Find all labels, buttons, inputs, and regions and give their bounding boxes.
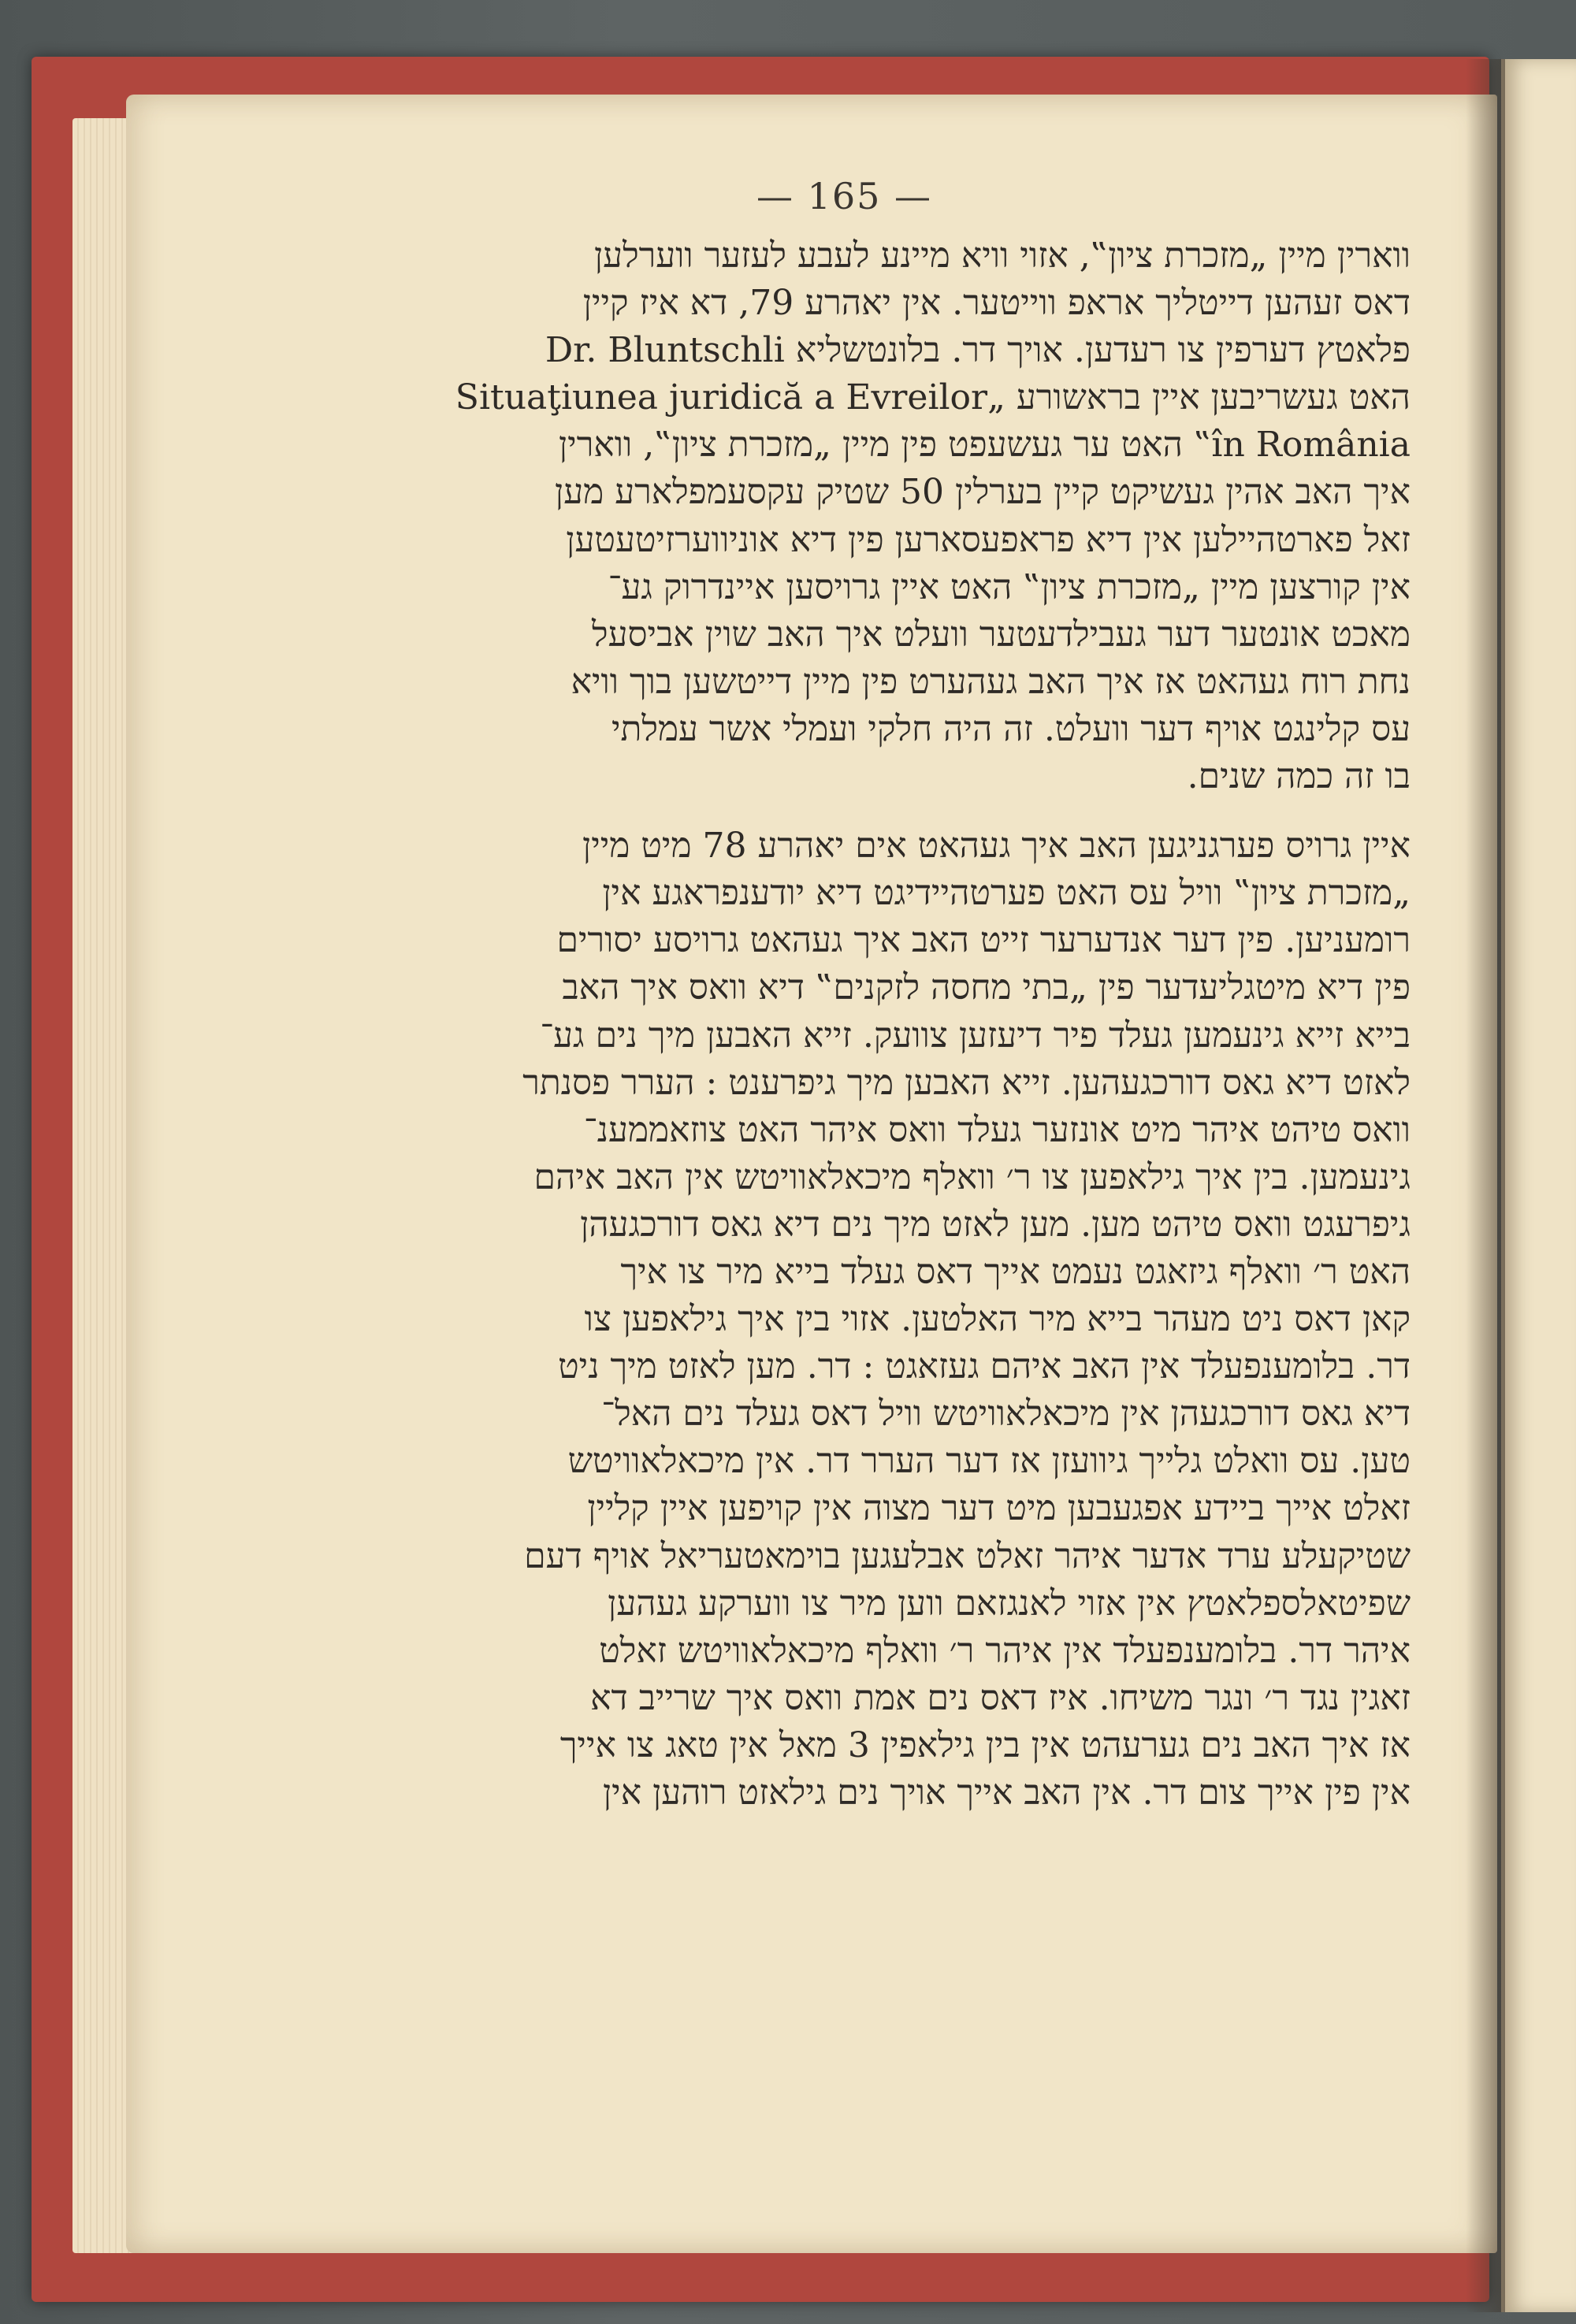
text-line: האט ר׳ וואלף גיזאגט נעמט אייך דאס געלד בייא מיר צו איך [620, 1251, 1411, 1292]
text-line: זאל פארטהיילען אין דיא פראפעסארען פין דיא אוניווערזיטעטען [566, 519, 1411, 560]
text-line: איהר דר. בלומענפעלד אין איהר ר׳ וואלף מיכאלאוויטש זאלט [599, 1630, 1411, 1671]
text-line: גינעמען. בין איך גילאפען צו ר׳ וואלף מיכאלאוויטש אין האב איהם [533, 1156, 1411, 1197]
text-line: ווארין מיין „מזכרת ציון‟, אזוי וויא מיינע לעבע לעזער ווערלען [593, 236, 1411, 276]
text-line: שטיקעלע ערד אדער איהר זאלט אבלעגען בוימאטעריאל אויף דעם [524, 1535, 1411, 1576]
text-line: דאס זעהען דייטליך אראפ ווייטער. אין יאהרע 79, דא איז קיין [582, 283, 1411, 324]
text-line: גיפרעגט וואס טיהט מען. מען לאזט מיך נים דיא גאס דורכגעהן [580, 1204, 1411, 1245]
text-line: עס קלינגט אויף דער וועלט. זה היה חלקי ועמלי אשר עמלתי [611, 708, 1411, 749]
text-line: האט געשריבען איין בראשורע „Situaţiunea juridică a Evreilor [455, 377, 1411, 418]
text-line: în România‟ האט ער געשעפט פין מיין „מזכרת ציון‟, ווארין [558, 425, 1411, 466]
text-line: מאכט אונטער דער געבילדעטער וועלט איך האב שוין אביסעל [592, 614, 1411, 655]
text-line: פין דיא מיטגליעדער פין „בתי מחסה לזקנים‟ דיא וואס איך האב [562, 967, 1411, 1008]
paragraph-2 [311, 564, 1411, 800]
paragraph-3 [311, 822, 1411, 1817]
text-line: אז איך האב נים גערעהט אין בין גילאפין 3 מאל אין טאג צו אייך [559, 1724, 1411, 1765]
text-line: דיא גאס דורכגעהן אין מיכאלאוויטש וויל דאס געלד נים האל־ [601, 1394, 1411, 1435]
text-line: רומעניען. פין דער אנדערער זייט האב איך געהאט גרויסע יסורים [556, 920, 1411, 961]
facing-page-edge [1501, 59, 1576, 2312]
text-line: שפיטאלספלאטץ אין אזוי לאנגזאם ווען מיר צו ווערקע געהען [608, 1583, 1411, 1624]
gutter-shadow [1466, 59, 1505, 2312]
text-line: טען. עס וואלט גלייך גיוועזן אז דער הערר דר. אין מיכאלאוויטש [567, 1441, 1411, 1482]
text-line: בו זה כמה שנים. [1187, 756, 1411, 797]
text-line: דר. בלומענפעלד אין האב איהם געזאגט : דר. מען לאזט מיך ניט [558, 1346, 1411, 1387]
page-text [311, 232, 1411, 2123]
text-line: איין גרויס פערגניגען האב איך געהאט אים יאהרע 78 מיט מיין [582, 826, 1411, 867]
text-line: איך האב אהין געשיקט קיין בערלין 50 שטיק עקסעמפלארע מען [555, 472, 1411, 513]
text-line: נחת רוח געהאט אז איך האב געהערט פין מיין דייטשען בוך וויא [571, 661, 1411, 702]
text-line: אין קורצען מיין „מזכרת ציון‟ האט איין גרויסען איינדרוק גע־ [608, 566, 1411, 607]
paragraph-spacing [311, 800, 1411, 822]
text-line: „מזכרת ציון‟ וויל עס האט פערטהיידיגט דיא יודענפראגע אין [602, 873, 1411, 914]
text-line: אין פין אייך צום דר. אין האב אייך אויך נים גילאזט רוהען אין [602, 1773, 1411, 1813]
text-line: לאזט דיא גאס דורכגעהען. זייא האבען מיך גיפרענט : הערר פסנתר [522, 1062, 1411, 1103]
text-line: פלאטץ דערפין צו רעדען. אויך דר. בלונטשליא Dr. Bluntschli [545, 330, 1411, 371]
text-line: קאן דאס ניט מעהר בייא מיר האלטען. אזוי בין איך גילאפען צו [584, 1299, 1411, 1340]
text-line: זאגין נגד ר׳ ונגר משיחו. איז דאס נים אמת וואס איך שרייב דא [590, 1677, 1411, 1718]
paragraph-1 [311, 232, 1411, 564]
page-number: — 165 — [756, 175, 933, 217]
text-line: וואס טיהט איהר מיט אונזער געלד וואס איהר האט צוזאממענ־ [583, 1109, 1411, 1150]
text-line: זאלט אייך ביידע אפגעבען מיט דער מצוה אין קויפען איין קליין [587, 1488, 1411, 1529]
text-line: בייא זייא גינעמען געלד פיר דיעזען צוועק. זייא האבען מיך נים גע־ [540, 1015, 1411, 1056]
